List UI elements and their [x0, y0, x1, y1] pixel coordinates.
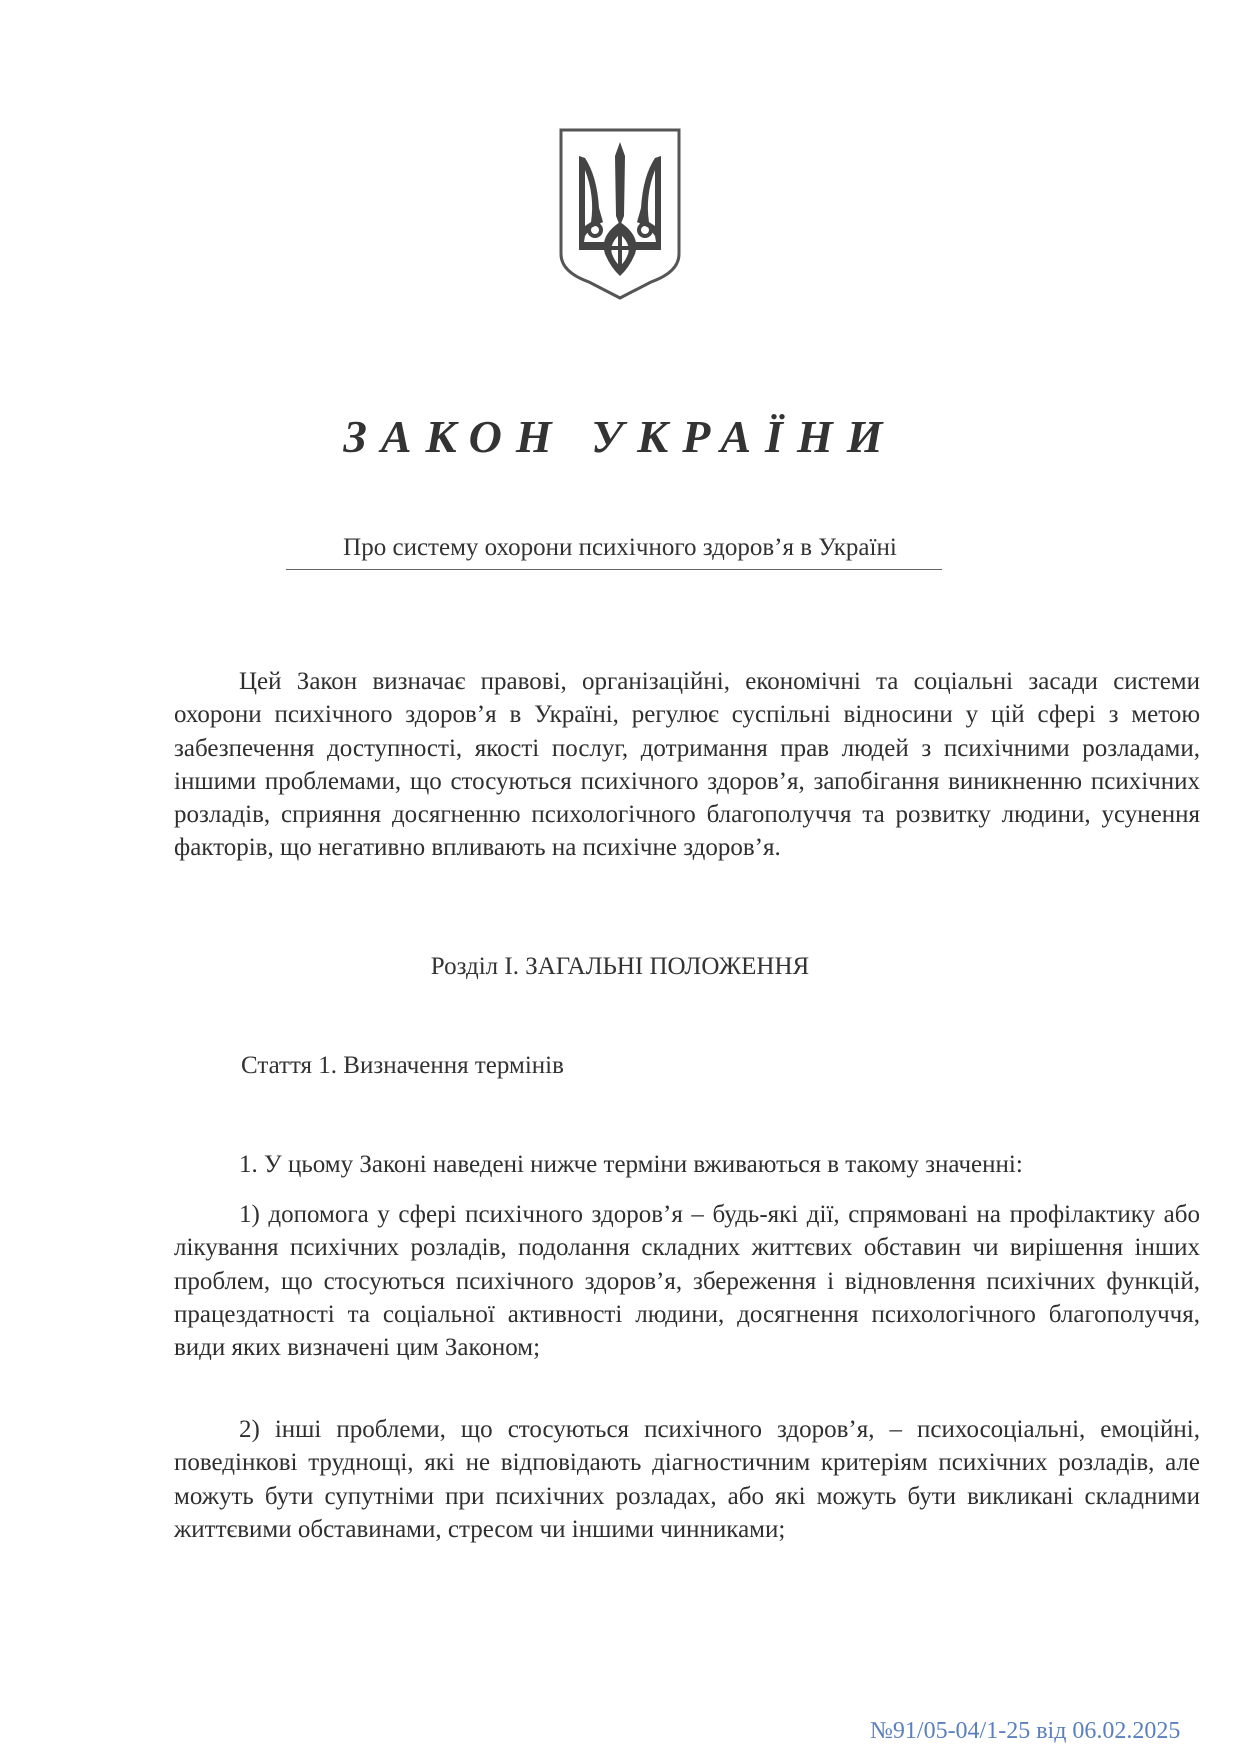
- registration-stamp: №91/05-04/1-25 від 06.02.2025: [870, 1718, 1181, 1744]
- coat-of-arms-icon: [555, 126, 685, 302]
- section-heading: Розділ І. ЗАГАЛЬНІ ПОЛОЖЕННЯ: [430, 953, 810, 980]
- article-heading: Стаття 1. Визначення термінів: [241, 1052, 564, 1079]
- subtitle-underline: [286, 569, 942, 570]
- preamble-paragraph: Цей Закон визначає правові, організаційні, економічні та соціальні засади системи охорони психічного здоров’я в Україні, регулює суспільні відносини у цій сфері з метою забезпечення доступності, якості послуг, дотримання прав людей з психічними розладами, іншими проблемами, що стосуються психічного здоров’я, запобігання виникненню психічних розладів, сприяння досягненню психологічного благополуччя та розвитку людини, усунення факторів, що негативно впливають на психічне здоров’я.: [174, 668, 1200, 862]
- term-definition-paragraph: 1) допомога у сфері психічного здоров’я – будь-які дії, спрямовані на профілактику або лікування психічних розладів, подолання складних життєвих обставин чи вирішення інших проблем, що стосуються психічного здоров’я, збереження і відновлення психічних функцій, працездатності та соціальної активності людини, досягнення психологічного благополуччя, види яких визначені цим Законом;: [174, 1201, 1200, 1362]
- clause-intro-paragraph: 1. У цьому Законі наведені нижче терміни вживаються в такому значенні:: [239, 1151, 1023, 1178]
- law-subtitle: Про систему охорони психічного здоров’я в Україні: [343, 534, 897, 561]
- term-definition-paragraph: 2) інші проблеми, що стосуються психічного здоров’я, – психосоціальні, емоційні, поведінкові труднощі, які не відповідають діагностичним критеріям психічних розладів, але можуть бути супутніми при психічних розладах, або які можуть бути викликані складними життєвими обставинами, стресом чи іншими чинниками;: [174, 1416, 1200, 1543]
- law-title: ЗАКОН УКРАЇНИ: [343, 411, 897, 462]
